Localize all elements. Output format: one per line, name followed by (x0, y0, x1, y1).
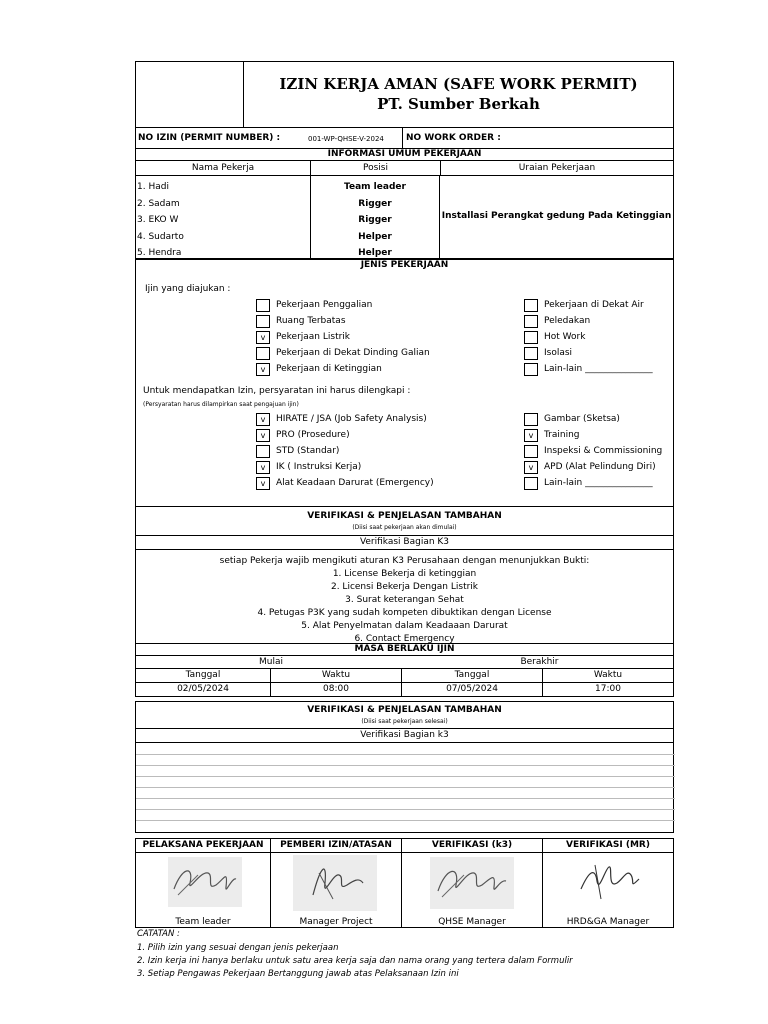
end-time-value: 17:00 (542, 683, 673, 696)
checkbox[interactable]: v (524, 429, 538, 442)
checkbox[interactable] (524, 477, 538, 490)
permit-type-label: Peledakan (544, 316, 591, 326)
start-time-value: 08:00 (270, 683, 401, 696)
permit-number-row (135, 127, 674, 149)
worker-name: 2. Sadam (137, 198, 180, 209)
requirement-label: PRO (Prosedure) (276, 430, 350, 440)
checkbox[interactable] (256, 445, 270, 458)
signature-header: PELAKSANA PEKERJAAN (142, 840, 264, 850)
info-section-title: INFORMASI UMUM PEKERJAAN (135, 148, 674, 161)
signature-cell (136, 853, 270, 927)
verification-subtitle: (Diisi saat pekerjaan akan dimulai) (352, 524, 457, 531)
checkbox[interactable] (524, 331, 538, 344)
signature-image (430, 857, 514, 909)
requirement-label: Gambar (Sketsa) (544, 414, 620, 424)
verification-title: VERIFIKASI & PENJELASAN TAMBAHAN (307, 511, 502, 521)
form-header (135, 61, 674, 128)
checkbox[interactable] (256, 347, 270, 360)
signatory-role: HRD&GA Manager (566, 917, 650, 927)
jenis-section-title: JENIS PEKERJAAN (360, 260, 449, 270)
requirements-note: (Persyaratan harus dilampirkan saat pengajuan ijin) (143, 401, 299, 408)
checkbox[interactable] (256, 315, 270, 328)
k3-intro: setiap Pekerja wajib mengikuti aturan K3 Perusahaan dengan menunjukkan Bukti: (219, 556, 590, 566)
signatory-role: QHSE Manager (438, 917, 506, 927)
signature-header: VERIFIKASI (k3) (401, 839, 542, 852)
k3-item: 6. Contact Emergency (354, 634, 455, 644)
work-description: Installasi Perangkat gedung Pada Ketinggian (441, 211, 672, 221)
k3-item: 4. Petugas P3K yang sudah kompeten dibuktikan dengan License (257, 608, 552, 618)
checkbox[interactable] (524, 445, 538, 458)
end-date-header: Tanggal (401, 669, 542, 682)
validity-start-label: Mulai (259, 657, 283, 667)
worker-position: Helper (358, 231, 392, 242)
end-date-value: 07/05/2024 (401, 683, 542, 696)
worker-positions (310, 179, 440, 262)
worker-name: 1. Hadi (137, 182, 169, 192)
requirement-label: IK ( Instruksi Kerja) (276, 462, 362, 472)
verification-end-header (135, 701, 674, 729)
requirement-label: APD (Alat Pelindung Diri) (544, 462, 656, 472)
info-column-headers (135, 160, 674, 176)
requirement-label: Alat Keadaan Darurat (Emergency) (276, 478, 434, 488)
validity-end-label: Berakhir (520, 657, 559, 667)
signature-header: PEMBERI IZIN/ATASAN (270, 839, 401, 852)
validity-value-row (135, 682, 674, 697)
verification-start-header (135, 506, 674, 536)
note-item: 2. Izin kerja ini hanya berlaku untuk satu area kerja saja dan nama orang yang tertera dalam Formulir (137, 956, 573, 966)
permit-type-label: Pekerjaan Penggalian (276, 300, 373, 310)
signature-header-row (135, 838, 674, 853)
workers-table (135, 175, 674, 259)
requirement-label: Inspeksi & Commissioning (544, 446, 663, 456)
checkbox[interactable]: v (256, 477, 270, 490)
checkbox[interactable] (524, 363, 538, 376)
permit-type-label: Pekerjaan di Dekat Dinding Galian (276, 348, 430, 358)
k3-requirements-box (135, 549, 674, 644)
checkbox[interactable] (524, 315, 538, 328)
checkbox[interactable]: v (256, 363, 270, 376)
checkbox[interactable]: v (256, 461, 270, 474)
form-title: IZIN KERJA AMAN (SAFE WORK PERMIT) (279, 75, 638, 93)
requirement-label: STD (Standar) (276, 446, 340, 456)
start-date-header: Tanggal (185, 670, 221, 680)
note-item: 1. Pilih izin yang sesuai dengan jenis pekerjaan (137, 943, 339, 953)
k3-verification-label: Verifikasi Bagian K3 (135, 535, 674, 550)
worker-position: Rigger (358, 215, 392, 225)
worker-name: 3. EKO W (137, 215, 179, 225)
checkbox[interactable] (524, 299, 538, 312)
signature-cell (270, 853, 401, 927)
signatory-role: Manager Project (299, 917, 373, 927)
company-name: PT. Sumber Berkah (377, 95, 540, 113)
verification-notes-box (135, 742, 674, 833)
permit-type-label: Pekerjaan Listrik (276, 332, 351, 342)
requirements-label: Untuk mendapatkan Izin, persyaratan ini harus dilengkapi : (143, 386, 411, 396)
checkbox[interactable]: v (256, 331, 270, 344)
worker-position: Team leader (344, 182, 406, 192)
permit-type-label: Pekerjaan di Dekat Air (544, 300, 644, 310)
requirement-label: Lain-lain _______________ (544, 478, 653, 488)
logo-box (136, 62, 244, 127)
k3-requirements (136, 555, 673, 646)
verification-title: VERIFIKASI & PENJELASAN TAMBAHAN (307, 705, 502, 715)
checkbox[interactable]: v (524, 461, 538, 474)
checkbox[interactable] (524, 413, 538, 426)
k3-item: 5. Alat Penyelmatan dalam Keadaaan Darurat (301, 621, 508, 631)
permit-type-label: Ruang Terbatas (276, 316, 346, 326)
worker-names (137, 179, 184, 262)
signatory-role: Team leader (175, 917, 231, 927)
checkbox[interactable] (256, 299, 270, 312)
worker-name: 5. Hendra (137, 248, 182, 258)
worker-position: Helper (358, 248, 392, 258)
signature-image (567, 859, 651, 905)
checkbox[interactable] (524, 347, 538, 360)
permit-type-label: Hot Work (544, 332, 586, 342)
jenis-section (135, 259, 674, 507)
permit-type-label: Pekerjaan di Ketinggian (276, 364, 382, 374)
k3-item: 3. Surat keterangan Sehat (345, 595, 464, 605)
work-order-label: NO WORK ORDER : (402, 128, 673, 148)
note-item: 3. Setiap Pengawas Pekerjaan Bertanggung jawab atas Pelaksanaan Izin ini (137, 969, 459, 979)
requested-label: Ijin yang diajukan : (145, 284, 231, 294)
notes-title: CATATAN : (137, 929, 180, 939)
requirement-label: HIRATE / JSA (Job Safety Analysis) (276, 414, 427, 424)
k3-item: 2. Licensi Bekerja Dengan Listrik (330, 582, 479, 592)
validity-header-row (135, 668, 674, 683)
requirement-label: Training (544, 430, 580, 440)
signature-image (168, 857, 242, 907)
signature-cell (542, 853, 673, 927)
k3-verification-label: Verifikasi Bagian k3 (135, 728, 674, 743)
signature-image (293, 855, 377, 911)
verification-subtitle: (Diisi saat pekerjaan selesai) (361, 718, 448, 725)
validity-period-row (135, 655, 674, 669)
signature-header: VERIFIKASI (MR) (542, 839, 673, 852)
validity-title: MASA BERLAKU IJIN (135, 643, 674, 656)
permit-type-label: Lain-lain _______________ (544, 364, 653, 374)
permit-number-label: NO IZIN (PERMIT NUMBER) : (138, 133, 281, 143)
k3-item: 1. License Bekerja di ketinggian (332, 569, 477, 579)
start-date-value: 02/05/2024 (177, 684, 229, 694)
end-time-header: Waktu (542, 669, 673, 682)
col-description-header: Uraian Pekerjaan (440, 161, 673, 175)
worker-name: 4. Sudarto (137, 231, 184, 242)
signature-cell (401, 853, 542, 927)
col-position-header: Posisi (310, 161, 440, 175)
start-time-header: Waktu (270, 669, 401, 682)
checkbox[interactable]: v (256, 429, 270, 442)
permit-number-value: 001-WP-QHSE-V-2024 (308, 135, 384, 143)
permit-type-label: Isolasi (544, 348, 573, 358)
col-name-header: Nama Pekerja (191, 163, 255, 173)
checkbox[interactable]: v (256, 413, 270, 426)
worker-position: Rigger (358, 198, 392, 209)
signature-row (135, 852, 674, 928)
